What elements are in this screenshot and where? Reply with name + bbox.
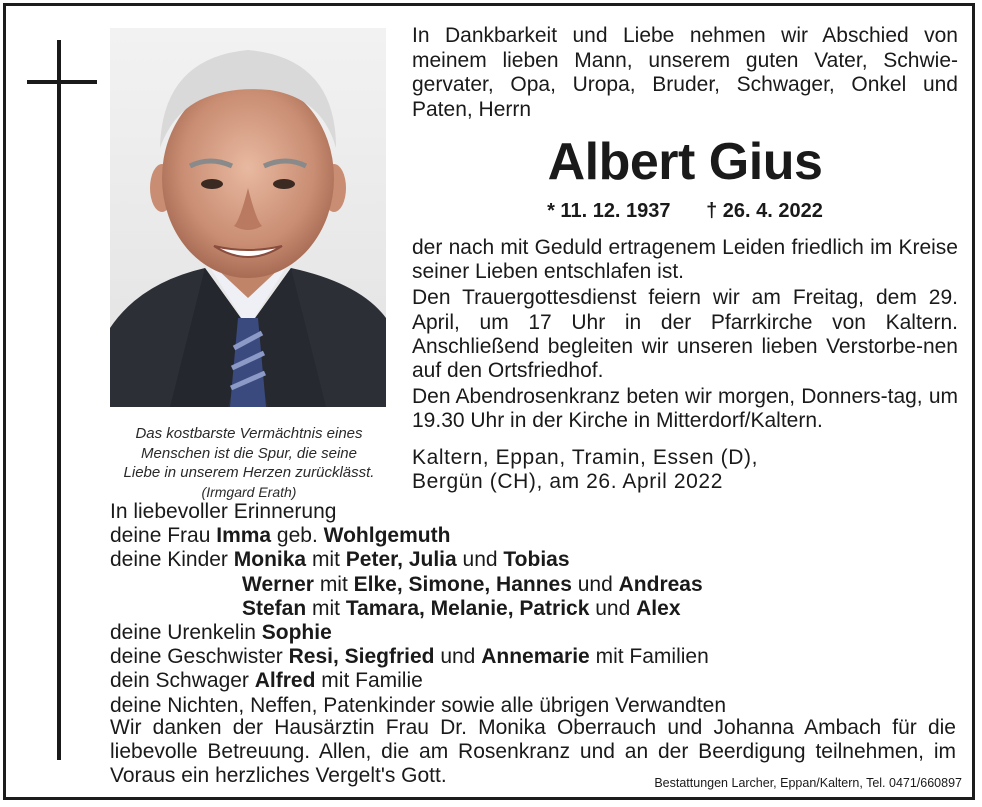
quote-line: Das kostbarste Vermächtnis eines xyxy=(135,425,363,442)
deceased-name: Albert Gius xyxy=(547,133,823,191)
label: und xyxy=(589,596,637,620)
paragraph: Den Trauergottesdienst feiern wir am Freitag, dem 29. April, um 17 Uhr in der Pfarrkirche von Kaltern. Anschließend begleiten wir unseren lieben Verstorbe-nen auf den Ortsfriedhof. xyxy=(412,286,958,383)
thanks-text: Wir danken der Hausärztin Frau Dr. Monika Oberrauch und Johanna Ambach für die liebevolle Betreuung. Allen, die am Rosenkranz und an der Beerdigung teilnehmen, im Voraus ein herzliches Vergelt's Gott. xyxy=(110,716,956,787)
quote-line: Liebe in unserem Herzen zurücklässt. xyxy=(123,464,375,481)
label: mit xyxy=(306,596,346,620)
label: deine Urenkelin xyxy=(110,621,262,645)
label: mit xyxy=(313,572,354,596)
quote-author: (Irmgard Erath) xyxy=(201,483,297,500)
child-name: Monika xyxy=(233,548,307,572)
portrait-photo xyxy=(110,28,386,407)
grandchild-name: Tobias xyxy=(503,548,570,572)
children-row xyxy=(110,573,960,597)
quote-line: Menschen ist die Spur, die seine xyxy=(141,444,357,462)
children-row xyxy=(110,548,960,572)
grandchildren-names: Peter, Julia xyxy=(345,548,457,572)
brother-in-law-name: Alfred xyxy=(254,669,316,693)
child-name: Stefan xyxy=(242,596,307,620)
great-grandchild-name: Sophie xyxy=(261,621,332,645)
grandchildren-names: Tamara, Melanie, Patrick xyxy=(345,596,590,620)
paragraph: der nach mit Geduld ertragenem Leiden friedlich im Kreise seiner Lieben entschlafen ist. xyxy=(412,236,958,284)
label: deine Frau xyxy=(110,524,217,548)
life-dates xyxy=(412,198,958,224)
announcement-body xyxy=(412,236,958,436)
great-grandchild-row xyxy=(110,621,960,645)
birth-date: * 11. 12. 1937 xyxy=(547,200,671,222)
siblings-row xyxy=(110,645,960,669)
label: mit Familien xyxy=(589,645,709,669)
label: deine Geschwister xyxy=(110,645,289,669)
label: und xyxy=(571,572,619,596)
label: und xyxy=(456,548,504,572)
label: mit Familie xyxy=(315,669,423,693)
memorial-quote xyxy=(108,424,390,502)
label: mit xyxy=(306,548,346,572)
places-line: Kaltern, Eppan, Tramin, Essen (D), xyxy=(412,446,759,469)
children-row xyxy=(110,597,960,621)
sibling-names: Resi, Siegfried xyxy=(288,645,435,669)
grandchild-name: Andreas xyxy=(618,572,703,596)
cross-icon xyxy=(57,40,61,760)
brother-in-law-row xyxy=(110,669,960,693)
paragraph: Den Abendrosenkranz beten wir morgen, Donners-tag, um 19.30 Uhr in der Kirche in Mitterdorf/Kaltern. xyxy=(412,385,958,433)
places-line: Bergün (CH), am 26. April 2022 xyxy=(412,470,723,493)
child-name: Werner xyxy=(242,572,314,596)
label: geb. xyxy=(271,524,324,548)
wife-name: Imma xyxy=(216,524,272,548)
sibling-name: Annemarie xyxy=(481,645,590,669)
grandchild-name: Alex xyxy=(636,596,681,620)
mourners-list xyxy=(110,500,960,718)
intro-text: In Dankbarkeit und Liebe nehmen wir Abschied von meinem lieben Mann, unserem guten Vater, Schwie-gervater, Opa, Uropa, Bruder, Schwager, Onkel und Paten, Herrn xyxy=(412,24,958,121)
cross-icon-bar xyxy=(27,80,97,84)
undertaker-info: Bestattungen Larcher, Eppan/Kaltern, Tel. 0471/660897 xyxy=(654,776,962,790)
wife-row xyxy=(110,524,960,548)
mourners-heading: In liebevoller Erinnerung xyxy=(110,500,337,523)
other-relatives-row: deine Nichten, Neffen, Patenkinder sowie alle übrigen Verwandten xyxy=(110,693,727,717)
label: deine Kinder xyxy=(110,548,234,572)
places-and-date xyxy=(412,446,958,494)
label: dein Schwager xyxy=(110,669,255,693)
maiden-name: Wohlgemuth xyxy=(323,524,451,548)
death-date: † 26. 4. 2022 xyxy=(706,200,823,222)
label: und xyxy=(434,645,482,669)
grandchildren-names: Elke, Simone, Hannes xyxy=(353,572,572,596)
